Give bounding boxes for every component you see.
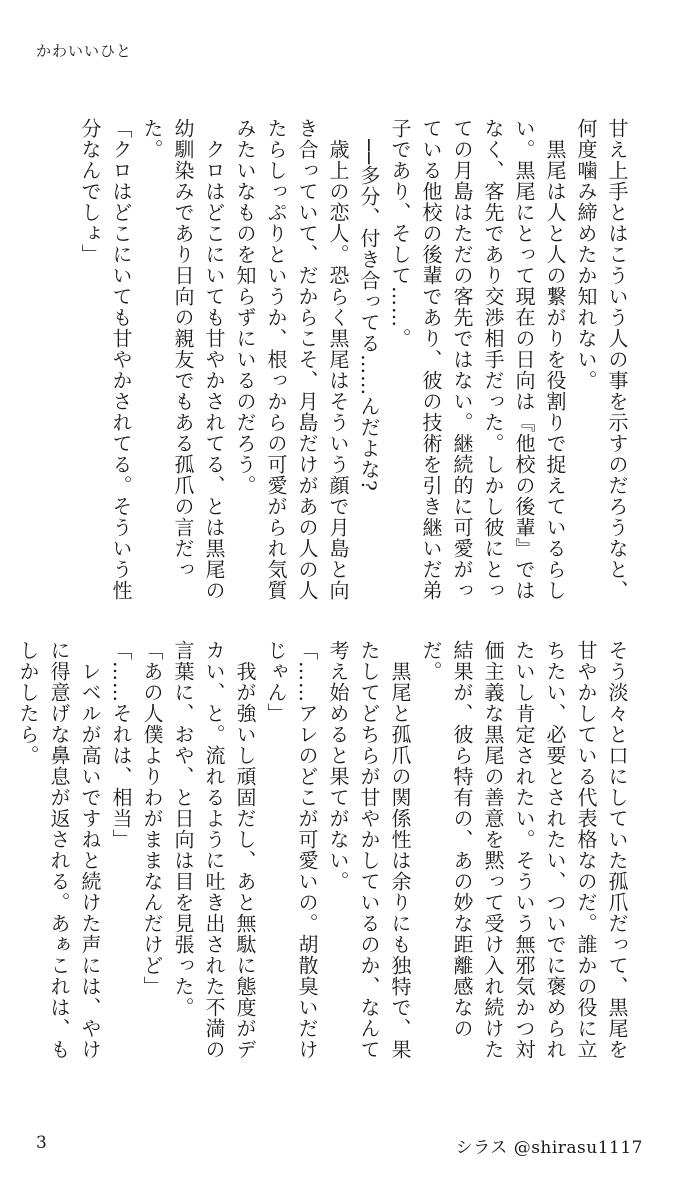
paragraph: 甘え上手とはこういう人の事を示すのだろうなと、何度噛み締めたか知れない。 <box>574 118 629 601</box>
paragraph: 「クロはどこにいても甘やかされてる。そういう性分なんでしょ」 <box>78 118 133 601</box>
paragraph: クロはどこにいても甘やかされてる、とは黒尾の幼馴染みであり日向の親友でもある孤爪の言だった。 <box>140 118 226 601</box>
header-title: かわいいひと <box>36 42 133 60</box>
paragraph: そう淡々と口にしていた孤爪だって、黒尾を甘やかしている代表格なのだ。誰かの役に立ちたい、必要とされたい、ついでに褒められたいし肯定されたい。そういう無邪気かつ対価主義な黒尾の善意を黙って受け入れ続けた結果が、彼ら特有の、あの妙な距離感なのだ。 <box>419 640 629 1060</box>
upper-text-block <box>52 118 632 610</box>
paragraph: 黒尾は人と人の繋がりを役割りで捉えているらしい。黒尾にとって現在の日向は『他校の後輩』ではなく、客先であり交渉相手だった。しかし彼にとっての月島はただの客先ではない。継続的に可愛がっている他校の後輩であり、彼の技術を引き継いだ弟子であり、そして……。 <box>388 118 567 601</box>
paragraph: レベルが高いですねと続けた声には、やけに得意げな鼻息が返される。あぁこれは、もしかしたら。 <box>16 640 102 1060</box>
paragraph: 歳上の恋人。恐らく黒尾はそういう顔で月島と向き合っていて、だからこそ、月島だけがあの人の人たらしっぷりというか、根っからの可愛がられ気質みたいなものを知らずにいるのだろう。 <box>233 118 350 601</box>
paragraph: 我が強いし頑固だし、あと無駄に態度がデカい、と。流れるように吐き出された不満の言葉に、おや、と日向は目を見張った。 <box>171 640 257 1060</box>
lower-text-block <box>16 640 632 1080</box>
paragraph: 「……アレのどこが可愛いの。胡散臭いだけじゃん」 <box>264 640 319 1060</box>
author-credit: シラス @shirasu1117 <box>455 1138 643 1158</box>
paragraph: 「……それは、相当」 <box>109 640 133 850</box>
paragraph: 「あの人僕よりわがままなんだけど」 <box>140 640 164 997</box>
paragraph: 黒尾と孤爪の関係性は余りにも独特で、果たしてどちらが甘やかしているのか、なんて考え始めると果てがない。 <box>326 640 412 1060</box>
page-number: 3 <box>36 1133 47 1153</box>
paragraph: ──多分、付き合ってる……んだよな? <box>357 118 381 492</box>
